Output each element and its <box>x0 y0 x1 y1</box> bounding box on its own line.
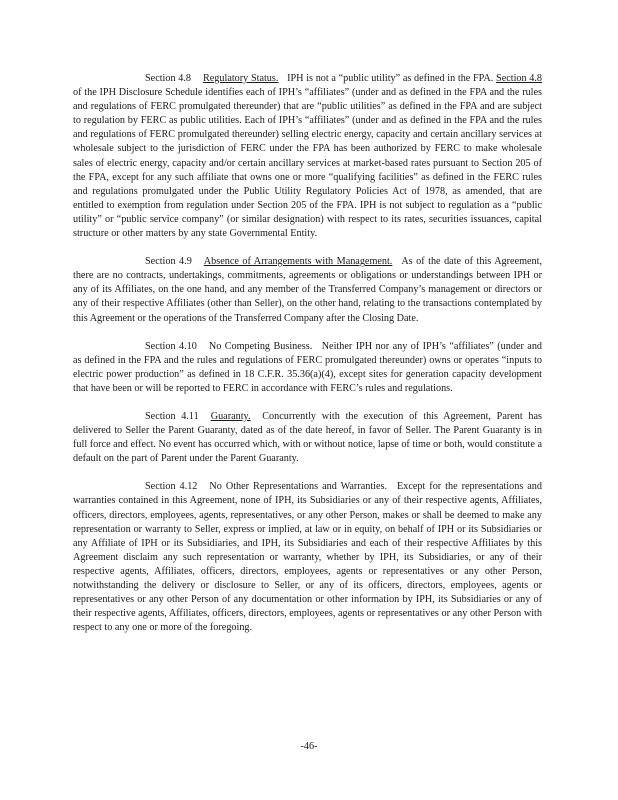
section-4-8-paragraph <box>73 72 542 241</box>
section-heading: Absence of Arrangements with Management. <box>203 256 393 268</box>
section-heading: No Other Representations and Warranties. <box>209 481 388 493</box>
section-text: IPH is not a “public utility” as defined in the FPA. <box>287 73 494 84</box>
section-text: As of the date of this Agreement, there are no contracts, undertakings, commitments, agreements or obligations or understandings between IPH or any of its Affiliates, on the one hand, and any member of the Transferred Company’s management or directors or any of their respective Affiliates (other than Seller), on the other hand, relating to the transactions contemplated by this Agreement or the operations of the Transferred Company after the Closing Date. <box>73 256 543 324</box>
section-heading: Regulatory Status. <box>202 73 279 84</box>
section-text: Concurrently with the execution of this Agreement, Parent has delivered to Seller the Parent Guaranty, dated as of the date hereof, in favor of Seller. The Parent Guaranty is in full force and effect. No event has occurred which, with or without notice, lapse of time or both, would constitute a default on the part of Parent under the Parent Guaranty. <box>73 410 543 465</box>
section-number: Section 4.11 <box>145 410 199 422</box>
section-number: Section 4.9 <box>145 256 192 268</box>
section-text: Except for the representations and warranties contained in this Agreement, none of IPH, its Subsidiaries or any of their respective agents, Affiliates, officers, directors, employees, agents, representatives, or any other Person, makes or shall be deemed to make any representation or warranty to Seller, express or implied, at law or in equity, on behalf of IPH or its Subsidiaries or any Affiliate of IPH or its Subsidiaries, and IPH, its Subsidiaries and each of their respective Affiliates by this Agreement disclaim any such representation or warranty, whether by IPH, its Subsidiaries, or any of their respective agents, Affiliates, officers, directors, employees, agents or representatives or any other Person, notwithstanding the delivery or disclosure to Seller, or any of its officers, directors, employees, agents or representatives or any other Person of any documentation or other information by IPH, its Subsidiaries or any of their respective agents, Affiliates, officers, directors, employees, agents or representatives or any other Person with respect to any one or more of the foregoing. <box>73 481 542 634</box>
section-reference: Section 4.8 <box>496 73 543 84</box>
section-number: Section 4.10 <box>145 340 197 352</box>
section-4-10-paragraph <box>73 340 542 396</box>
section-4-8 <box>73 72 542 241</box>
section-number: Section 4.12 <box>145 481 198 493</box>
section-4-9 <box>73 255 542 325</box>
page-number: -46- <box>300 741 318 752</box>
section-4-12-paragraph <box>73 480 542 635</box>
section-heading: Guaranty. <box>210 410 251 422</box>
section-text: Neither IPH nor any of IPH’s “affiliates” (under and as defined in the FPA and the rules and regulations of FERC promulgated thereunder) owns or operates “inputs to electric power production” as defined in 18 C.F.R. 35.36(a)(4), except sites for generation capacity development that have been or will be reported to FERC in accordance with FERC’s rules and regulations. <box>73 340 543 394</box>
section-4-9-paragraph <box>73 255 542 325</box>
section-number: Section 4.8 <box>145 73 191 84</box>
document-page <box>73 72 542 649</box>
section-4-11 <box>73 410 542 466</box>
section-text: of the IPH Disclosure Schedule identifies each of IPH’s “affiliates” (under and as defined in the FPA and the rules and regulations of FERC promulgated thereunder) that are “public utilities” as defined in the FPA and are subject to regulation by FERC as public utilities. Each of IPH’s “affiliates” (under and as defined in the FPA and the rules and regulations of FERC promulgated thereunder) selling electric energy, capacity and certain ancillary services at wholesale subject to the jurisdiction of FERC under the FPA has been authorized by FERC to make wholesale sales of electric energy, capacity and/or certain ancillary services at market-based rates pursuant to Section 205 of the FPA, except for any such affiliate that owns one or more “qualifying facilities” as defined in the FERC rules and regulations promulgated under the Public Utility Regulatory Policies Act of 1978, as amended, that are entitled to exemption from regulation under Section 205 of the FPA. IPH is not subject to regulation as a “public utility” or “public service company” (or similar designation) with respect to its rates, securities issuances, capital structure or other matters by any state Governmental Entity. <box>73 87 542 240</box>
section-4-10 <box>73 340 542 396</box>
section-4-11-paragraph <box>73 410 542 466</box>
section-4-12 <box>73 480 542 635</box>
section-heading: No Competing Business. <box>208 340 313 352</box>
